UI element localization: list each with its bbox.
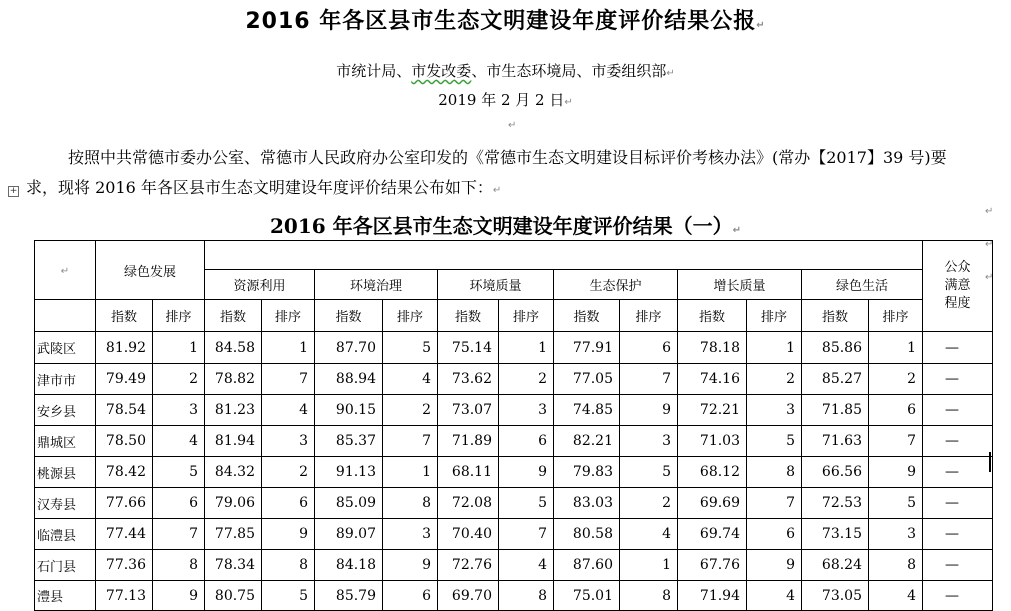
rank-col-header: 排序 xyxy=(383,300,438,332)
index-cell: 87.70 xyxy=(315,332,383,364)
index-col-header: 指数 xyxy=(96,300,153,332)
satisfaction-cell: — xyxy=(923,395,993,426)
corner-header: ↵ xyxy=(35,241,96,300)
index-cell: 91.13 xyxy=(315,457,383,488)
rank-cell: 7 xyxy=(383,426,438,457)
rank-cell: 7 xyxy=(747,488,802,519)
rank-col-header: 排序 xyxy=(620,300,678,332)
paragraph-mark: ↵ xyxy=(508,120,517,131)
rank-cell: 9 xyxy=(262,519,315,550)
rank-cell: 4 xyxy=(747,581,802,611)
rank-cell: 1 xyxy=(747,332,802,364)
rank-cell: 1 xyxy=(869,332,923,364)
satisfaction-cell: — xyxy=(923,519,993,550)
county-name: 汉寿县 xyxy=(35,488,96,519)
index-cell: 72.53 xyxy=(802,488,869,519)
index-cell: 84.32 xyxy=(205,457,262,488)
index-cell: 84.58 xyxy=(205,332,262,364)
index-cell: 73.15 xyxy=(802,519,869,550)
rank-cell: 4 xyxy=(499,550,554,581)
index-cell: 68.11 xyxy=(438,457,499,488)
index-cell: 71.63 xyxy=(802,426,869,457)
rank-cell: 8 xyxy=(747,457,802,488)
index-cell: 79.83 xyxy=(554,457,620,488)
index-cell: 78.42 xyxy=(96,457,153,488)
name-col-header xyxy=(35,300,96,332)
index-cell: 78.18 xyxy=(678,332,747,364)
index-cell: 89.07 xyxy=(315,519,383,550)
rank-cell: 5 xyxy=(747,426,802,457)
county-name: 临澧县 xyxy=(35,519,96,550)
county-name: 桃源县 xyxy=(35,457,96,488)
rank-cell: 7 xyxy=(153,519,205,550)
satisfaction-cell: — xyxy=(923,364,993,395)
satisfaction-cell: — xyxy=(923,581,993,611)
table-row xyxy=(35,332,993,364)
index-col-header: 指数 xyxy=(678,300,747,332)
table-row xyxy=(35,426,993,457)
index-cell: 68.12 xyxy=(678,457,747,488)
index-cell: 85.86 xyxy=(802,332,869,364)
index-col-header: 指数 xyxy=(205,300,262,332)
rank-cell: 3 xyxy=(620,426,678,457)
index-cell: 74.85 xyxy=(554,395,620,426)
index-cell: 77.13 xyxy=(96,581,153,611)
table-title: 2016 年各区县市生态文明建设年度评价结果（一）↵ xyxy=(269,214,742,238)
index-col-header: 指数 xyxy=(438,300,499,332)
rank-cell: 5 xyxy=(383,332,438,364)
index-cell: 67.76 xyxy=(678,550,747,581)
rank-cell: 8 xyxy=(383,488,438,519)
satisfaction-cell: — xyxy=(923,332,993,364)
index-cell: 69.74 xyxy=(678,519,747,550)
index-cell: 73.05 xyxy=(802,581,869,611)
satisfaction-cell: — xyxy=(923,457,993,488)
rank-col-header: 排序 xyxy=(499,300,554,332)
table-row xyxy=(35,581,993,611)
county-name: 鼎城区 xyxy=(35,426,96,457)
table-row xyxy=(35,488,993,519)
rank-cell: 5 xyxy=(262,581,315,611)
rank-cell: 8 xyxy=(499,581,554,611)
index-cell: 90.15 xyxy=(315,395,383,426)
index-cell: 73.62 xyxy=(438,364,499,395)
index-cell: 72.76 xyxy=(438,550,499,581)
row-end-marks: ↵ ↵ ↵ xyxy=(985,206,994,283)
green-development-header: 绿色发展 xyxy=(96,241,205,300)
rank-cell: 3 xyxy=(499,395,554,426)
rank-cell: 2 xyxy=(499,364,554,395)
rank-col-header: 排序 xyxy=(262,300,315,332)
rank-col-header: 排序 xyxy=(153,300,205,332)
rank-cell: 1 xyxy=(262,332,315,364)
index-cell: 83.03 xyxy=(554,488,620,519)
index-cell: 74.16 xyxy=(678,364,747,395)
index-cell: 79.06 xyxy=(205,488,262,519)
resource-use-header: 资源利用 xyxy=(205,270,315,300)
index-cell: 82.21 xyxy=(554,426,620,457)
rank-cell: 2 xyxy=(620,488,678,519)
issuing-agencies: 市统计局、市发改委、市生态环境局、市委组织部↵ xyxy=(336,62,675,80)
index-cell: 85.79 xyxy=(315,581,383,611)
environment-quality-header: 环境质量 xyxy=(438,270,554,300)
rank-cell: 4 xyxy=(620,519,678,550)
index-cell: 79.49 xyxy=(96,364,153,395)
rank-cell: 9 xyxy=(499,457,554,488)
rank-cell: 4 xyxy=(383,364,438,395)
table-row xyxy=(35,364,993,395)
rank-cell: 4 xyxy=(869,581,923,611)
index-cell: 77.91 xyxy=(554,332,620,364)
county-name: 安乡县 xyxy=(35,395,96,426)
rank-cell: 6 xyxy=(620,332,678,364)
satisfaction-cell: — xyxy=(923,550,993,581)
rank-cell: 1 xyxy=(620,550,678,581)
index-cell: 75.01 xyxy=(554,581,620,611)
rank-cell: 5 xyxy=(499,488,554,519)
index-cell: 69.69 xyxy=(678,488,747,519)
index-cell: 85.09 xyxy=(315,488,383,519)
index-cell: 78.82 xyxy=(205,364,262,395)
publish-date: 2019 年 2 月 2 日↵ xyxy=(438,91,573,109)
rank-cell: 3 xyxy=(747,395,802,426)
rank-cell: 5 xyxy=(153,457,205,488)
index-cell: 71.94 xyxy=(678,581,747,611)
rank-cell: 9 xyxy=(869,457,923,488)
index-cell: 70.40 xyxy=(438,519,499,550)
rank-cell: 2 xyxy=(262,457,315,488)
index-cell: 69.70 xyxy=(438,581,499,611)
index-cell: 78.34 xyxy=(205,550,262,581)
rank-col-header: 排序 xyxy=(747,300,802,332)
county-name: 石门县 xyxy=(35,550,96,581)
index-cell: 71.03 xyxy=(678,426,747,457)
index-cell: 77.05 xyxy=(554,364,620,395)
rank-cell: 3 xyxy=(383,519,438,550)
rank-cell: 6 xyxy=(262,488,315,519)
county-name: 武陵区 xyxy=(35,332,96,364)
rank-cell: 3 xyxy=(153,395,205,426)
rank-cell: 7 xyxy=(620,364,678,395)
rank-cell: 2 xyxy=(869,364,923,395)
rank-cell: 6 xyxy=(153,488,205,519)
satisfaction-cell: — xyxy=(923,426,993,457)
county-name: 津市市 xyxy=(35,364,96,395)
rank-cell: 6 xyxy=(383,581,438,611)
index-cell: 72.21 xyxy=(678,395,747,426)
index-cell: 75.14 xyxy=(438,332,499,364)
rank-cell: 2 xyxy=(747,364,802,395)
index-col-header: 指数 xyxy=(554,300,620,332)
rank-cell: 7 xyxy=(262,364,315,395)
rank-cell: 6 xyxy=(747,519,802,550)
index-cell: 87.60 xyxy=(554,550,620,581)
rank-cell: 3 xyxy=(262,426,315,457)
index-cell: 78.54 xyxy=(96,395,153,426)
rank-cell: 1 xyxy=(153,332,205,364)
index-cell: 81.94 xyxy=(205,426,262,457)
rank-cell: 5 xyxy=(620,457,678,488)
index-cell: 85.37 xyxy=(315,426,383,457)
rank-cell: 6 xyxy=(869,395,923,426)
index-cell: 73.07 xyxy=(438,395,499,426)
satisfaction-cell: — xyxy=(923,488,993,519)
rank-cell: 9 xyxy=(620,395,678,426)
index-cell: 80.75 xyxy=(205,581,262,611)
index-cell: 78.50 xyxy=(96,426,153,457)
table-row xyxy=(35,550,993,581)
rank-cell: 7 xyxy=(499,519,554,550)
index-cell: 71.85 xyxy=(802,395,869,426)
growth-quality-header: 增长质量 xyxy=(678,270,802,300)
table-row xyxy=(35,519,993,550)
rank-cell: 9 xyxy=(383,550,438,581)
index-cell: 85.27 xyxy=(802,364,869,395)
index-cell: 84.18 xyxy=(315,550,383,581)
rank-cell: 4 xyxy=(262,395,315,426)
index-cell: 72.08 xyxy=(438,488,499,519)
rank-cell: 2 xyxy=(153,364,205,395)
table-row xyxy=(35,457,993,488)
satisfaction-header: 公众 满意 程度 xyxy=(923,241,993,332)
rank-cell: 1 xyxy=(499,332,554,364)
table-body xyxy=(35,332,993,611)
index-cell: 77.44 xyxy=(96,519,153,550)
rank-cell: 9 xyxy=(153,581,205,611)
index-cell: 71.89 xyxy=(438,426,499,457)
index-cell: 66.56 xyxy=(802,457,869,488)
rank-cell: 7 xyxy=(869,426,923,457)
index-cell: 77.36 xyxy=(96,550,153,581)
table-expand-icon[interactable]: + xyxy=(9,186,18,196)
document-title: 2016 年各区县市生态文明建设年度评价结果公报↵ xyxy=(245,9,766,34)
rank-cell: 1 xyxy=(383,457,438,488)
index-cell: 68.24 xyxy=(802,550,869,581)
table-row xyxy=(35,395,993,426)
rank-cell: 3 xyxy=(869,519,923,550)
index-col-header: 指数 xyxy=(315,300,383,332)
environment-governance-header: 环境治理 xyxy=(315,270,438,300)
evaluation-table xyxy=(34,240,993,611)
index-col-header: 指数 xyxy=(802,300,869,332)
intro-paragraph: 按照中共常德市委办公室、常德市人民政府办公室印发的《常德市生态文明建设目标评价考核办法》(常办【2017】39 号)要求，现将 2016 年各区县市生态文明建设年度评价结果公布如下：↵ xyxy=(26,148,947,197)
header-spacer xyxy=(205,241,923,270)
index-cell: 77.66 xyxy=(96,488,153,519)
spellcheck-underlined-text: 市发改委 xyxy=(411,62,472,80)
rank-cell: 4 xyxy=(153,426,205,457)
ecological-protection-header: 生态保护 xyxy=(554,270,678,300)
rank-cell: 8 xyxy=(153,550,205,581)
index-cell: 81.92 xyxy=(96,332,153,364)
rank-cell: 9 xyxy=(747,550,802,581)
index-cell: 77.85 xyxy=(205,519,262,550)
rank-cell: 8 xyxy=(869,550,923,581)
green-life-header: 绿色生活 xyxy=(802,270,923,300)
rank-col-header: 排序 xyxy=(869,300,923,332)
index-cell: 81.23 xyxy=(205,395,262,426)
rank-cell: 8 xyxy=(262,550,315,581)
county-name: 澧县 xyxy=(35,581,96,611)
rank-cell: 8 xyxy=(620,581,678,611)
rank-cell: 6 xyxy=(499,426,554,457)
index-cell: 80.58 xyxy=(554,519,620,550)
index-cell: 88.94 xyxy=(315,364,383,395)
rank-cell: 5 xyxy=(869,488,923,519)
rank-cell: 2 xyxy=(383,395,438,426)
